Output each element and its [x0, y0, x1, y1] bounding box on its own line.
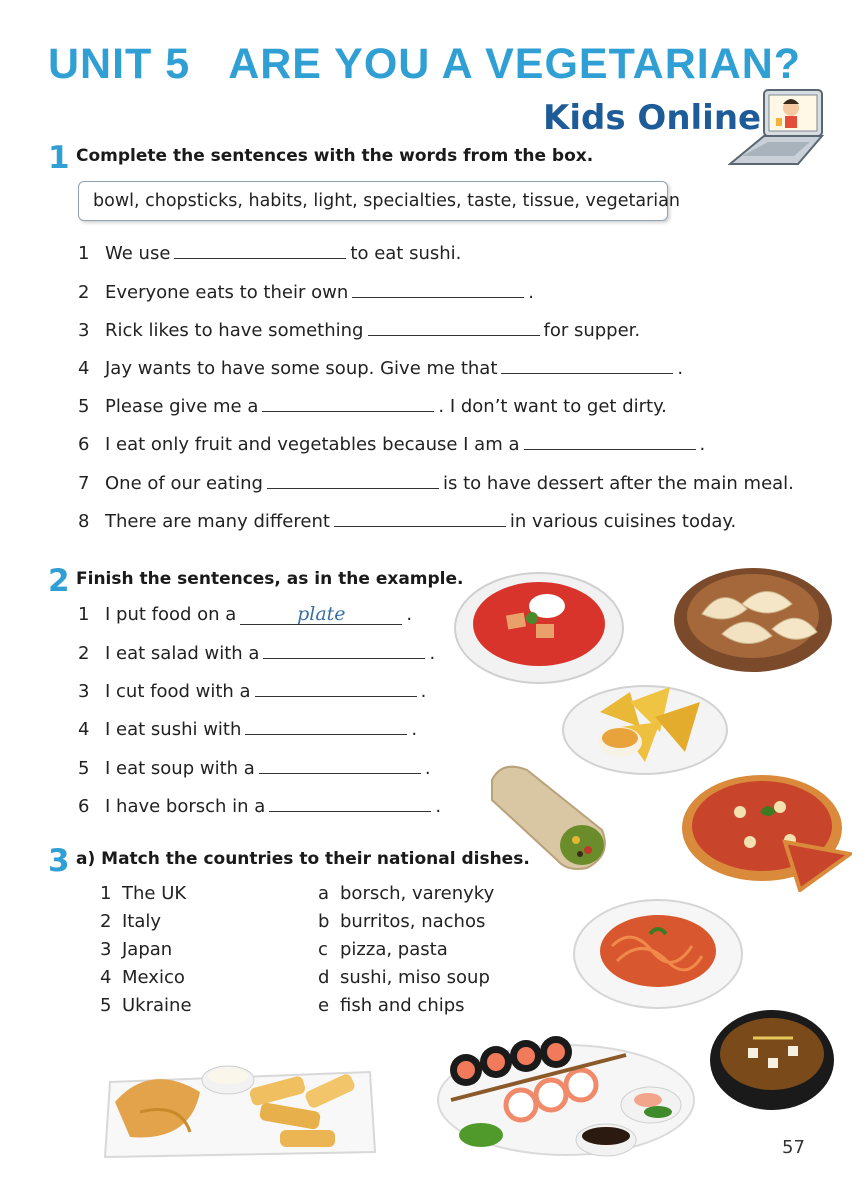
sushi-image [426, 1020, 696, 1160]
task-3-number: 3 [48, 843, 70, 879]
pizza-image [680, 772, 852, 892]
task-1-item: 2 Everyone eats to their own . [78, 282, 534, 303]
answer-blank[interactable] [174, 242, 346, 259]
task-1-item: 6 I eat only fruit and vegetables because I am a . [78, 434, 706, 455]
task-2-item: 6 I have borsch in a . [78, 796, 442, 817]
list-item[interactable]: e fish and chips [318, 995, 465, 1016]
task-2-item: 1 I put food on a plate . [78, 603, 413, 625]
example-answer: plate [240, 604, 402, 625]
page-number: 57 [782, 1137, 805, 1158]
word-box: bowl, chopsticks, habits, light, specialties, taste, tissue, vegetarian [78, 181, 668, 221]
kids-online-logo: Kids Online [543, 98, 762, 138]
dishes-list [318, 880, 494, 1020]
task-1-item: 1 We use to eat sushi. [78, 243, 462, 264]
laptop-icon [728, 86, 828, 168]
task-2-item: 2 I eat salad with a . [78, 643, 436, 664]
list-item[interactable]: 4 Mexico [100, 967, 185, 988]
answer-blank[interactable] [334, 510, 506, 527]
page-title [48, 40, 801, 89]
task-1-item: 5 Please give me a . I don’t want to get dirty. [78, 396, 667, 417]
task-1-item: 7 One of our eating is to have dessert after the main meal. [78, 473, 794, 494]
burrito-image [482, 760, 612, 875]
unit-title: ARE YOU A VEGETARIAN? [228, 40, 802, 88]
task-2-instruction: Finish the sentences, as in the example. [76, 569, 464, 589]
borsch-bowl-image [452, 566, 627, 686]
task-1-number: 1 [48, 140, 70, 176]
task-2-item: 5 I eat soup with a . [78, 758, 431, 779]
task-2-number: 2 [48, 563, 70, 599]
answer-blank[interactable] [352, 281, 524, 298]
answer-blank[interactable] [524, 433, 696, 450]
list-item[interactable]: d sushi, miso soup [318, 967, 490, 988]
unit-label: UNIT 5 [48, 40, 191, 88]
task-2-item: 4 I eat sushi with . [78, 719, 418, 740]
list-item[interactable]: 5 Ukraine [100, 995, 192, 1016]
varenyky-bowl-image [672, 564, 834, 676]
miso-soup-bowl-image [708, 1008, 836, 1112]
list-item[interactable]: 2 Italy [100, 911, 162, 932]
list-item[interactable]: b burritos, nachos [318, 911, 486, 932]
task-1-instruction: Complete the sentences with the words from the box. [76, 146, 594, 166]
task-2-item: 3 I cut food with a . [78, 681, 427, 702]
answer-blank[interactable] [245, 718, 407, 735]
list-item[interactable]: a borsch, varenyky [318, 883, 495, 904]
fish-and-chips-image [100, 1052, 380, 1160]
countries-list [100, 880, 192, 1020]
answer-blank[interactable] [267, 472, 439, 489]
list-item[interactable]: c pizza, pasta [318, 939, 448, 960]
answer-blank[interactable] [269, 795, 431, 812]
list-item[interactable]: 3 Japan [100, 939, 173, 960]
task-1-item: 4 Jay wants to have some soup. Give me that . [78, 358, 684, 379]
task-1-item: 8 There are many different in various cuisines today. [78, 511, 737, 532]
task-3-instruction: a) Match the countries to their national dishes. [76, 849, 530, 869]
list-item[interactable]: 1 The UK [100, 883, 187, 904]
answer-blank[interactable] [263, 642, 425, 659]
answer-blank[interactable] [501, 357, 673, 374]
pasta-plate-image [572, 896, 744, 1011]
answer-blank[interactable] [255, 680, 417, 697]
answer-blank[interactable] [259, 757, 421, 774]
answer-blank[interactable] [368, 319, 540, 336]
answer-blank[interactable] [262, 395, 434, 412]
task-1-item: 3 Rick likes to have something for supper. [78, 320, 641, 341]
